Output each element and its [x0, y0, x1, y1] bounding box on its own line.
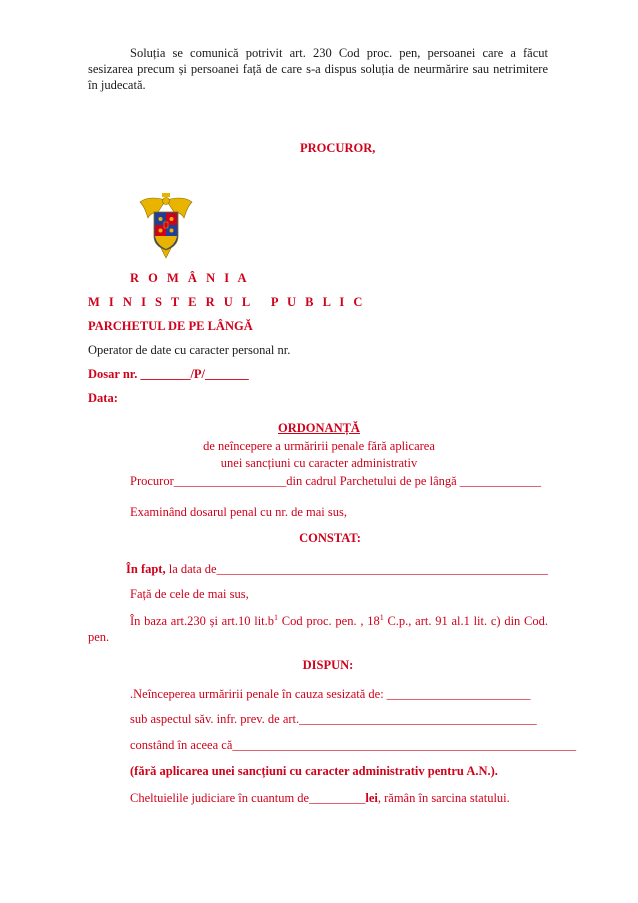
- file-number-line: Dosar nr. ________/P/_______: [88, 367, 249, 381]
- given-line: Față de cele de mai sus,: [130, 587, 249, 601]
- ministry-heading: M I N I S T E R U L P U B L I C: [88, 295, 366, 309]
- intro-paragraph: Soluția se comunică potrivit art. 230 Cod proc. pen, persoanei care a făcut sesizarea precum și persoanei față de care s-a dispus soluția de neurmărire sau netrimitere în judecată.: [88, 46, 548, 92]
- legal-basis-part-b: Cod proc. pen. , 18: [278, 614, 380, 629]
- prosecutor-line: Procuror__________________din cadrul Parchetului de pe lângă _____________: [130, 474, 542, 488]
- country-heading: R O M Â N I A: [130, 271, 250, 285]
- costs-line: [130, 790, 510, 806]
- signature-label: PROCUROR,: [300, 141, 376, 155]
- orders-line-2: sub aspectul săv. infr. prev. de art.______________________________________: [130, 712, 537, 726]
- ordinance-subtitle-2: unei sancțiuni cu caracter administrativ: [220, 456, 418, 470]
- costs-currency: lei: [365, 791, 378, 805]
- legal-basis-part-a: În baza art.230 și art.10 lit.b: [130, 614, 275, 629]
- legal-basis-sup-2: 1: [379, 613, 384, 622]
- examining-line: Examinând dosarul penal cu nr. de mai sus,: [130, 505, 347, 519]
- ordinance-title: ORDONANȚĂ: [278, 421, 360, 435]
- ordinance-subtitle-1: de neîncepere a urmăririi penale fără aplicarea: [203, 439, 435, 453]
- costs-part-a: Cheltuielile judiciare în cuantum de_________: [130, 791, 366, 805]
- date-line: Data:: [88, 391, 118, 405]
- in-fact-rest: la data de_____________________________________________________: [165, 562, 548, 576]
- legal-basis-part-c: C.p., art. 91 al.1 lit. c) din Cod. pen.: [88, 614, 548, 645]
- romania-coat-of-arms-icon: [138, 192, 194, 260]
- orders-heading: DISPUN:: [302, 658, 354, 672]
- legal-basis-paragraph: [88, 610, 548, 645]
- data-operator-line: Operator de date cu caracter personal nr.: [88, 343, 291, 357]
- orders-line-3: constând în aceea că_______________________________________________________: [130, 738, 577, 752]
- in-fact-label: În fapt,: [126, 562, 166, 576]
- finds-heading: CONSTAT:: [299, 531, 361, 545]
- prosecutor-office-heading: PARCHETUL DE PE LÂNGĂ: [88, 319, 253, 333]
- orders-line-4: (fără aplicarea unei sancțiuni cu caracter administrativ pentru A.N.).: [130, 764, 498, 778]
- in-fact-line: [126, 561, 548, 577]
- legal-basis-sup-1: 1: [274, 613, 279, 622]
- costs-part-b: , rămân în sarcina statului.: [377, 791, 510, 805]
- orders-line-1: .Neînceperea urmăririi penale în cauza sesizată de: _______________________: [130, 687, 531, 701]
